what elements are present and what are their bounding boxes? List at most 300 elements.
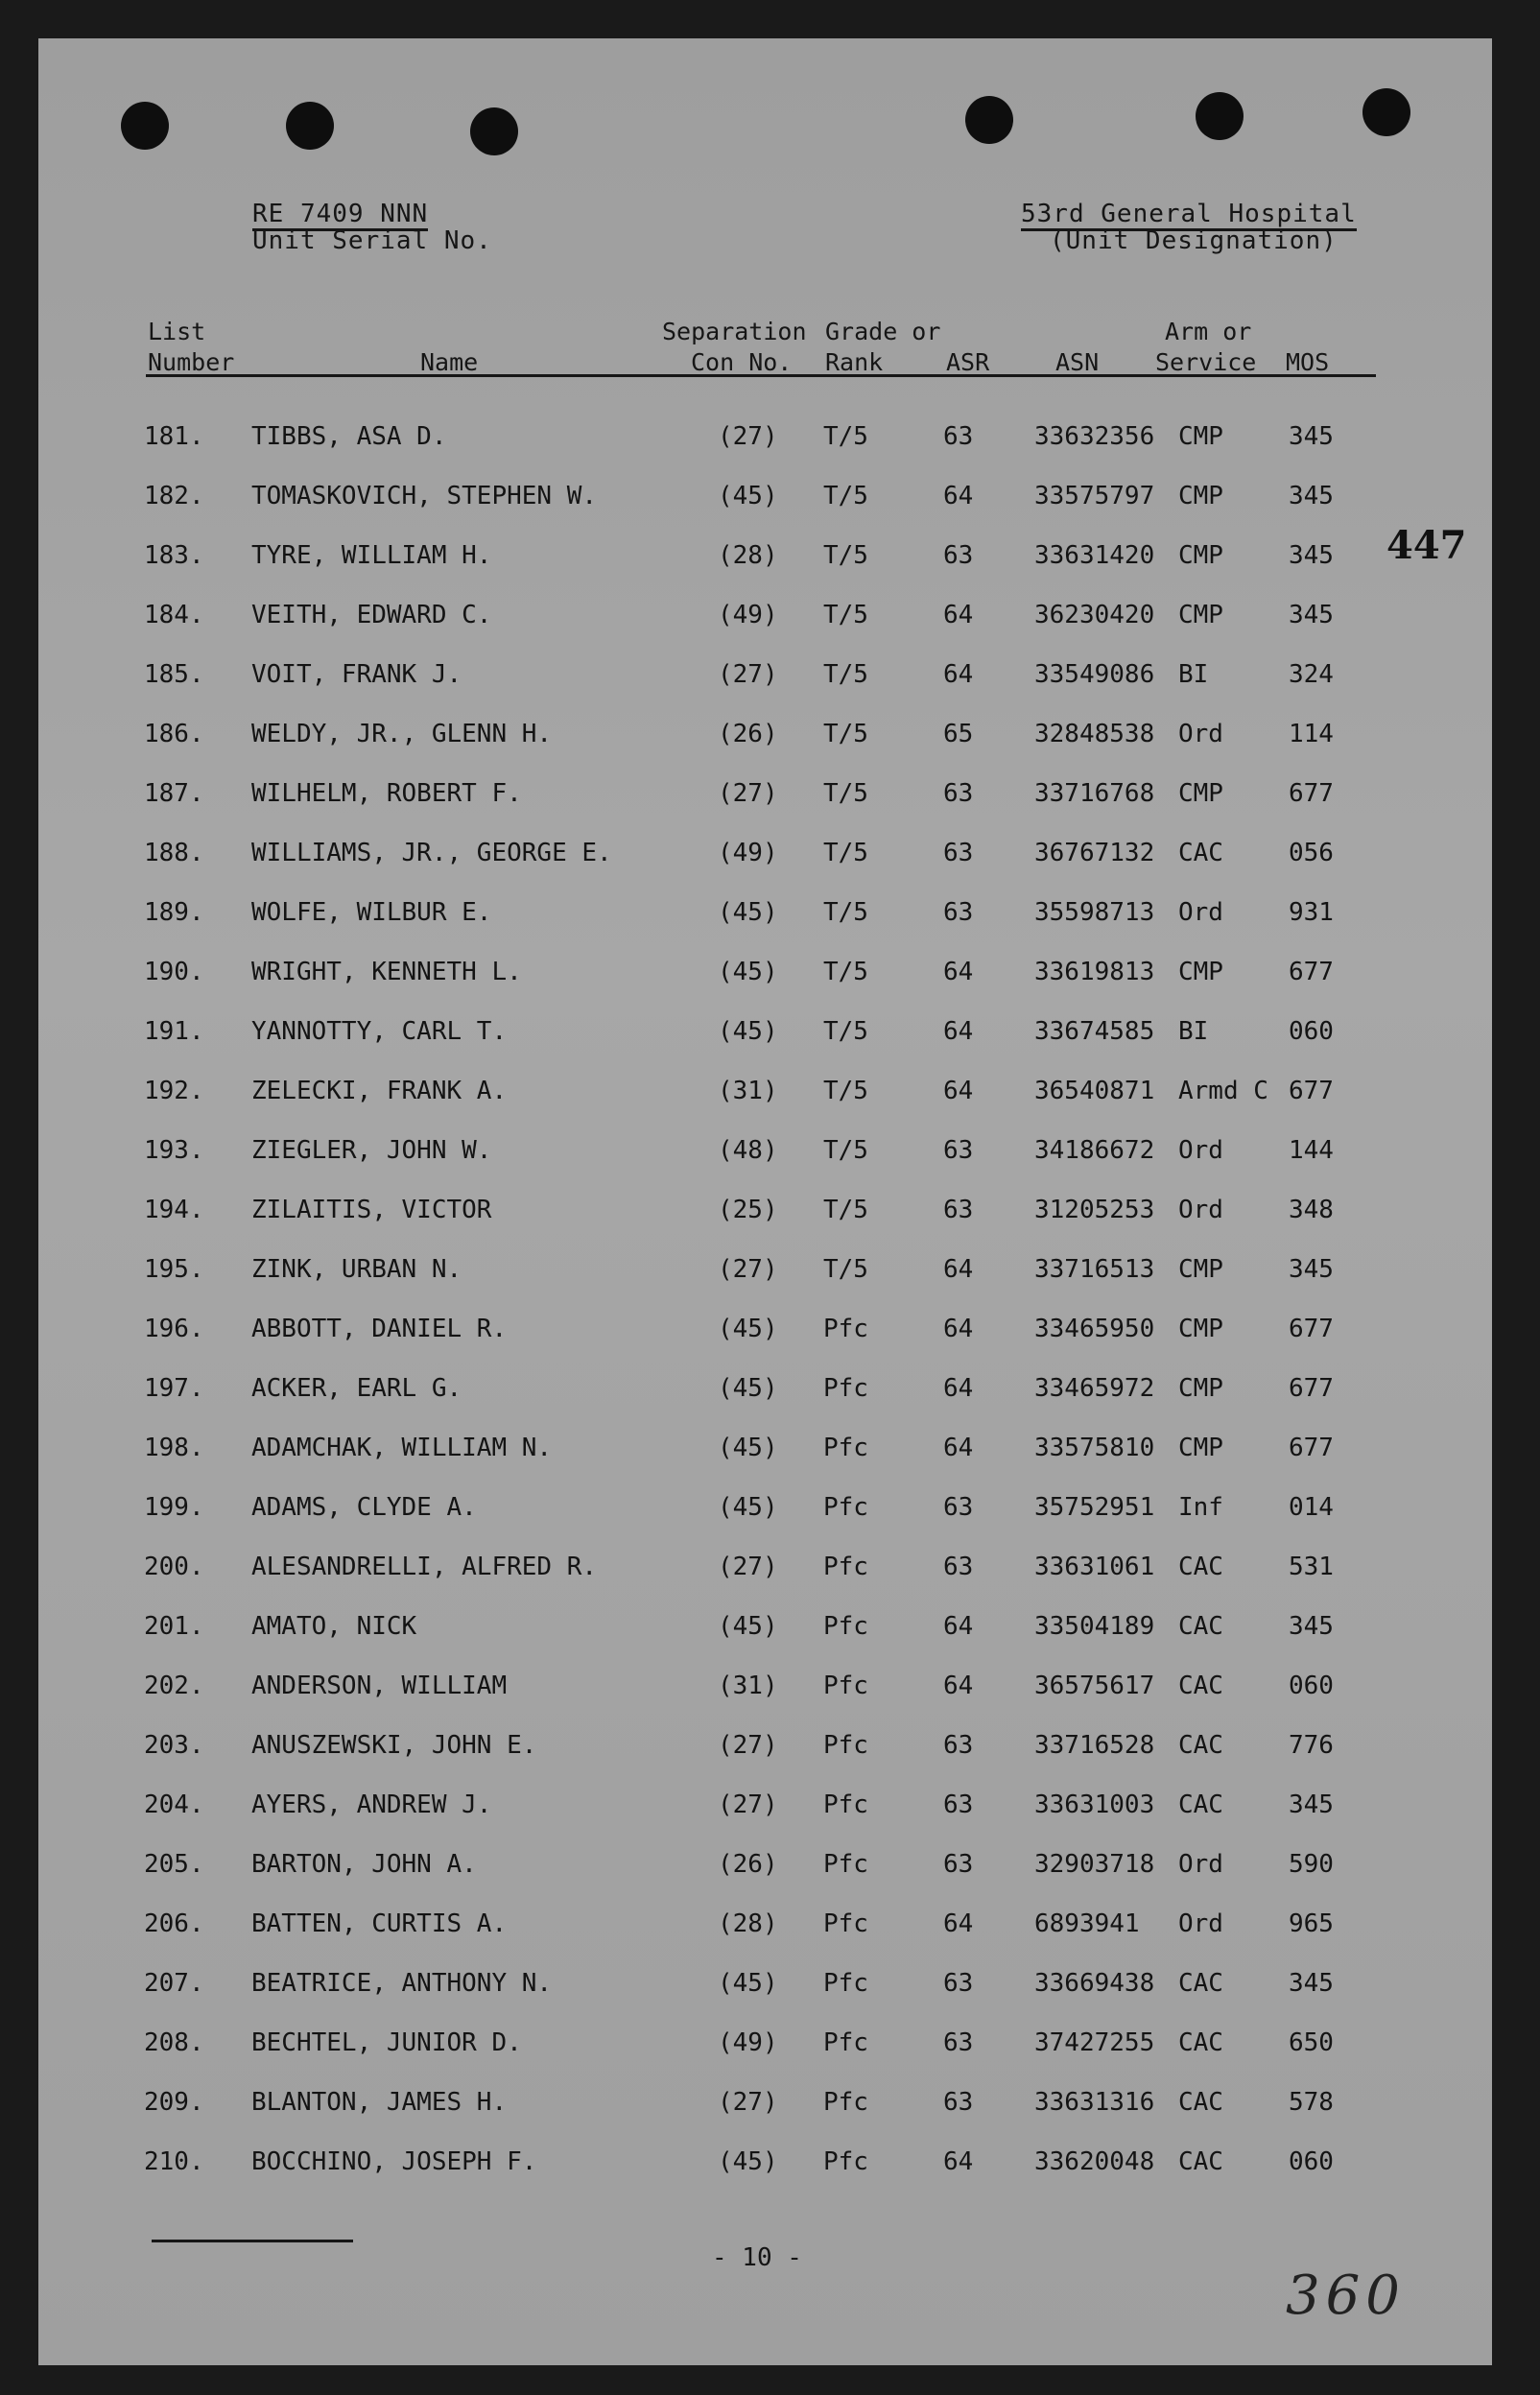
table-row — [38, 1493, 1492, 1553]
cell-name: ALESANDRELLI, ALFRED R. — [251, 1553, 598, 1581]
cell-asr: 64 — [943, 1017, 974, 1046]
col-header-name: Name — [420, 348, 479, 376]
unit-serial-value: RE 7409 NNN — [252, 200, 428, 231]
table-row — [38, 1315, 1492, 1374]
cell-asn: 34186672 — [1034, 1136, 1155, 1165]
cell-arm-or-service: CAC — [1178, 1790, 1223, 1819]
cell-asr: 63 — [943, 1790, 974, 1819]
cell-arm-or-service: Ord — [1178, 1136, 1223, 1165]
cell-name: BATTEN, CURTIS A. — [251, 1909, 508, 1938]
cell-name: BOCCHINO, JOSEPH F. — [251, 2147, 537, 2176]
cell-arm-or-service: BI — [1178, 660, 1209, 689]
cell-separation-no: (48) — [718, 1136, 778, 1165]
cell-rank: T/5 — [823, 1017, 868, 1046]
cell-list-number: 206. — [144, 1909, 204, 1938]
cell-asn: 36575617 — [1034, 1672, 1155, 1700]
cell-list-number: 207. — [144, 1969, 204, 1998]
cell-name: TIBBS, ASA D. — [251, 422, 447, 451]
roster-table — [38, 422, 1492, 2207]
cell-arm-or-service: CMP — [1178, 482, 1223, 510]
cell-name: ZINK, URBAN N. — [251, 1255, 462, 1284]
cell-arm-or-service: CMP — [1178, 1315, 1223, 1343]
cell-rank: T/5 — [823, 422, 868, 451]
cell-rank: Pfc — [823, 1731, 868, 1760]
col-header-separation-line1: Separation — [662, 318, 807, 345]
cell-mos: 531 — [1289, 1553, 1334, 1581]
cell-asr: 63 — [943, 1136, 974, 1165]
cell-rank: Pfc — [823, 1553, 868, 1581]
cell-arm-or-service: CAC — [1178, 1672, 1223, 1700]
col-header-asr: ASR — [946, 348, 990, 376]
cell-separation-no: (27) — [718, 1790, 778, 1819]
cell-name: WOLFE, WILBUR E. — [251, 898, 492, 927]
cell-separation-no: (27) — [718, 1255, 778, 1284]
cell-asn: 33465950 — [1034, 1315, 1155, 1343]
cell-rank: Pfc — [823, 1969, 868, 1998]
cell-separation-no: (49) — [718, 2028, 778, 2057]
cell-rank: Pfc — [823, 1612, 868, 1641]
cell-asr: 64 — [943, 1374, 974, 1403]
table-row — [38, 1374, 1492, 1434]
cell-mos: 677 — [1289, 958, 1334, 986]
table-row — [38, 1612, 1492, 1672]
cell-separation-no: (27) — [718, 660, 778, 689]
cell-asn: 31205253 — [1034, 1196, 1155, 1224]
cell-rank: Pfc — [823, 2088, 868, 2117]
cell-mos: 056 — [1289, 839, 1334, 867]
cell-list-number: 199. — [144, 1493, 204, 1522]
cell-arm-or-service: Ord — [1178, 1850, 1223, 1879]
col-header-separation — [662, 317, 807, 378]
table-row — [38, 1969, 1492, 2028]
cell-list-number: 208. — [144, 2028, 204, 2057]
cell-name: AYERS, ANDREW J. — [251, 1790, 492, 1819]
table-row — [38, 1017, 1492, 1077]
cell-separation-no: (31) — [718, 1672, 778, 1700]
cell-asr: 64 — [943, 1077, 974, 1105]
punch-hole-2 — [286, 102, 334, 150]
table-row — [38, 1196, 1492, 1255]
cell-asr: 64 — [943, 958, 974, 986]
cell-rank: T/5 — [823, 660, 868, 689]
cell-asn: 33465972 — [1034, 1374, 1155, 1403]
cell-mos: 650 — [1289, 2028, 1334, 2057]
table-row — [38, 1850, 1492, 1909]
cell-name: WILHELM, ROBERT F. — [251, 779, 522, 808]
stamped-number: 447 — [1386, 523, 1467, 568]
cell-mos: 677 — [1289, 1374, 1334, 1403]
cell-rank: T/5 — [823, 541, 868, 570]
cell-rank: T/5 — [823, 958, 868, 986]
cell-asr: 64 — [943, 2147, 974, 2176]
cell-separation-no: (45) — [718, 482, 778, 510]
col-header-list-number-line1: List — [148, 318, 206, 345]
cell-separation-no: (25) — [718, 1196, 778, 1224]
cell-arm-or-service: CAC — [1178, 1553, 1223, 1581]
cell-arm-or-service: Ord — [1178, 1196, 1223, 1224]
cell-asn: 33631316 — [1034, 2088, 1155, 2117]
cell-rank: Pfc — [823, 1909, 868, 1938]
table-row — [38, 1731, 1492, 1790]
cell-asr: 64 — [943, 1612, 974, 1641]
cell-list-number: 186. — [144, 720, 204, 748]
cell-separation-no: (45) — [718, 1434, 778, 1462]
cell-name: ADAMS, CLYDE A. — [251, 1493, 477, 1522]
cell-name: ANDERSON, WILLIAM — [251, 1672, 508, 1700]
cell-asr: 63 — [943, 2088, 974, 2117]
punch-hole-1 — [121, 102, 169, 150]
cell-name: BARTON, JOHN A. — [251, 1850, 477, 1879]
cell-asr: 63 — [943, 898, 974, 927]
cell-separation-no: (28) — [718, 1909, 778, 1938]
cell-mos: 345 — [1289, 1255, 1334, 1284]
cell-asr: 63 — [943, 1969, 974, 1998]
table-row — [38, 1136, 1492, 1196]
table-row — [38, 1909, 1492, 1969]
cell-mos: 677 — [1289, 1434, 1334, 1462]
cell-asn: 6893941 — [1034, 1909, 1140, 1938]
cell-asn: 32903718 — [1034, 1850, 1155, 1879]
cell-separation-no: (27) — [718, 422, 778, 451]
cell-mos: 345 — [1289, 422, 1334, 451]
cell-asn: 37427255 — [1034, 2028, 1155, 2057]
cell-mos: 060 — [1289, 1672, 1334, 1700]
cell-asr: 63 — [943, 1553, 974, 1581]
cell-asr: 63 — [943, 422, 974, 451]
col-header-separation-line2: Con No. — [691, 348, 793, 376]
cell-asn: 33631061 — [1034, 1553, 1155, 1581]
cell-mos: 677 — [1289, 779, 1334, 808]
header-rule — [146, 374, 1376, 377]
cell-list-number: 197. — [144, 1374, 204, 1403]
cell-name: BECHTEL, JUNIOR D. — [251, 2028, 522, 2057]
cell-asn: 33632356 — [1034, 422, 1155, 451]
cell-asr: 63 — [943, 779, 974, 808]
cell-name: TYRE, WILLIAM H. — [251, 541, 492, 570]
table-row — [38, 541, 1492, 601]
table-row — [38, 779, 1492, 839]
col-header-asn: ASN — [1055, 348, 1100, 376]
cell-asr: 63 — [943, 1196, 974, 1224]
cell-asn: 36540871 — [1034, 1077, 1155, 1105]
table-row — [38, 1255, 1492, 1315]
cell-separation-no: (45) — [718, 1612, 778, 1641]
cell-list-number: 193. — [144, 1136, 204, 1165]
cell-arm-or-service: Ord — [1178, 720, 1223, 748]
cell-separation-no: (26) — [718, 720, 778, 748]
cell-separation-no: (45) — [718, 958, 778, 986]
cell-name: ADAMCHAK, WILLIAM N. — [251, 1434, 553, 1462]
cell-rank: T/5 — [823, 839, 868, 867]
col-header-arm-line1: Arm or — [1165, 318, 1252, 345]
cell-mos: 677 — [1289, 1077, 1334, 1105]
cell-arm-or-service: CAC — [1178, 2147, 1223, 2176]
cell-name: WRIGHT, KENNETH L. — [251, 958, 522, 986]
col-header-list-number — [148, 317, 234, 378]
col-header-arm — [1155, 317, 1256, 378]
cell-mos: 324 — [1289, 660, 1334, 689]
cell-asn: 33549086 — [1034, 660, 1155, 689]
cell-list-number: 203. — [144, 1731, 204, 1760]
cell-list-number: 194. — [144, 1196, 204, 1224]
cell-name: ANUSZEWSKI, JOHN E. — [251, 1731, 537, 1760]
cell-mos: 931 — [1289, 898, 1334, 927]
unit-serial-label: Unit Serial No. — [252, 226, 492, 255]
cell-list-number: 181. — [144, 422, 204, 451]
cell-name: AMATO, NICK — [251, 1612, 417, 1641]
table-row — [38, 2088, 1492, 2147]
cell-separation-no: (27) — [718, 1553, 778, 1581]
cell-asn: 32848538 — [1034, 720, 1155, 748]
table-row — [38, 2147, 1492, 2207]
cell-asr: 63 — [943, 541, 974, 570]
cell-arm-or-service: CMP — [1178, 1255, 1223, 1284]
cell-list-number: 190. — [144, 958, 204, 986]
cell-separation-no: (45) — [718, 1374, 778, 1403]
cell-rank: T/5 — [823, 720, 868, 748]
cell-name: ZELECKI, FRANK A. — [251, 1077, 508, 1105]
cell-arm-or-service: CMP — [1178, 541, 1223, 570]
cell-separation-no: (45) — [718, 1315, 778, 1343]
cell-asr: 63 — [943, 1850, 974, 1879]
cell-rank: Pfc — [823, 2028, 868, 2057]
cell-mos: 345 — [1289, 1969, 1334, 1998]
cell-name: ZIEGLER, JOHN W. — [251, 1136, 492, 1165]
cell-asn: 33504189 — [1034, 1612, 1155, 1641]
cell-separation-no: (26) — [718, 1850, 778, 1879]
cell-mos: 144 — [1289, 1136, 1334, 1165]
cell-rank: Pfc — [823, 2147, 868, 2176]
table-row — [38, 660, 1492, 720]
table-row — [38, 601, 1492, 660]
cell-rank: Pfc — [823, 1850, 868, 1879]
cell-list-number: 201. — [144, 1612, 204, 1641]
cell-separation-no: (45) — [718, 1017, 778, 1046]
cell-separation-no: (27) — [718, 2088, 778, 2117]
cell-asn: 33619813 — [1034, 958, 1155, 986]
cell-arm-or-service: CAC — [1178, 1731, 1223, 1760]
cell-list-number: 205. — [144, 1850, 204, 1879]
cell-separation-no: (45) — [718, 1969, 778, 1998]
cell-rank: Pfc — [823, 1672, 868, 1700]
cell-arm-or-service: CAC — [1178, 1969, 1223, 1998]
cell-asr: 63 — [943, 1731, 974, 1760]
cell-list-number: 200. — [144, 1553, 204, 1581]
table-row — [38, 1434, 1492, 1493]
cell-asr: 63 — [943, 2028, 974, 2057]
cell-rank: T/5 — [823, 898, 868, 927]
cell-rank: T/5 — [823, 779, 868, 808]
cell-name: VEITH, EDWARD C. — [251, 601, 492, 629]
document-page — [38, 38, 1492, 2365]
cell-rank: T/5 — [823, 482, 868, 510]
cell-mos: 590 — [1289, 1850, 1334, 1879]
cell-separation-no: (28) — [718, 541, 778, 570]
cell-arm-or-service: CMP — [1178, 1374, 1223, 1403]
cell-asn: 33716528 — [1034, 1731, 1155, 1760]
cell-asr: 64 — [943, 1672, 974, 1700]
cell-list-number: 195. — [144, 1255, 204, 1284]
col-header-list-number-line2: Number — [148, 348, 235, 376]
cell-arm-or-service: BI — [1178, 1017, 1209, 1046]
cell-mos: 965 — [1289, 1909, 1334, 1938]
cell-name: BEATRICE, ANTHONY N. — [251, 1969, 553, 1998]
cell-separation-no: (31) — [718, 1077, 778, 1105]
punch-hole-5 — [1196, 92, 1244, 140]
cell-list-number: 183. — [144, 541, 204, 570]
cell-separation-no: (45) — [718, 2147, 778, 2176]
cell-mos: 578 — [1289, 2088, 1334, 2117]
cell-asn: 33631420 — [1034, 541, 1155, 570]
cell-list-number: 187. — [144, 779, 204, 808]
cell-mos: 014 — [1289, 1493, 1334, 1522]
cell-arm-or-service: Inf — [1178, 1493, 1223, 1522]
cell-asn: 33716768 — [1034, 779, 1155, 808]
cell-asn: 33620048 — [1034, 2147, 1155, 2176]
cell-name: WELDY, JR., GLENN H. — [251, 720, 553, 748]
cell-mos: 345 — [1289, 601, 1334, 629]
cell-rank: Pfc — [823, 1790, 868, 1819]
cell-name: YANNOTTY, CARL T. — [251, 1017, 508, 1046]
cell-mos: 114 — [1289, 720, 1334, 748]
cell-mos: 345 — [1289, 1612, 1334, 1641]
cell-list-number: 184. — [144, 601, 204, 629]
cell-arm-or-service: CMP — [1178, 601, 1223, 629]
footer-rule — [152, 2240, 353, 2242]
cell-rank: T/5 — [823, 601, 868, 629]
cell-asr: 64 — [943, 482, 974, 510]
table-row — [38, 958, 1492, 1017]
cell-arm-or-service: CMP — [1178, 779, 1223, 808]
cell-separation-no: (45) — [718, 1493, 778, 1522]
cell-asn: 35598713 — [1034, 898, 1155, 927]
table-row — [38, 482, 1492, 541]
cell-separation-no: (49) — [718, 601, 778, 629]
punch-hole-4 — [965, 96, 1013, 144]
col-header-grade — [825, 317, 940, 378]
table-row — [38, 1790, 1492, 1850]
cell-name: VOIT, FRANK J. — [251, 660, 462, 689]
cell-separation-no: (27) — [718, 779, 778, 808]
punch-hole-3 — [470, 107, 518, 155]
cell-list-number: 185. — [144, 660, 204, 689]
cell-asr: 64 — [943, 1909, 974, 1938]
cell-list-number: 192. — [144, 1077, 204, 1105]
cell-asr: 64 — [943, 1315, 974, 1343]
cell-rank: T/5 — [823, 1255, 868, 1284]
cell-mos: 345 — [1289, 1790, 1334, 1819]
table-row — [38, 1672, 1492, 1731]
cell-mos: 348 — [1289, 1196, 1334, 1224]
cell-mos: 345 — [1289, 541, 1334, 570]
cell-arm-or-service: CMP — [1178, 1434, 1223, 1462]
cell-rank: Pfc — [823, 1315, 868, 1343]
cell-asr: 63 — [943, 1493, 974, 1522]
col-header-grade-line2: Rank — [825, 348, 884, 376]
cell-asn: 33669438 — [1034, 1969, 1155, 1998]
cell-arm-or-service: Ord — [1178, 1909, 1223, 1938]
cell-asr: 63 — [943, 839, 974, 867]
col-header-arm-line2: Service — [1155, 348, 1257, 376]
unit-designation-value: 53rd General Hospital — [1021, 200, 1357, 231]
cell-rank: T/5 — [823, 1136, 868, 1165]
cell-asn: 36767132 — [1034, 839, 1155, 867]
cell-arm-or-service: CMP — [1178, 958, 1223, 986]
cell-asr: 64 — [943, 660, 974, 689]
cell-name: ZILAITIS, VICTOR — [251, 1196, 492, 1224]
cell-asr: 65 — [943, 720, 974, 748]
cell-asn: 33631003 — [1034, 1790, 1155, 1819]
cell-mos: 060 — [1289, 1017, 1334, 1046]
cell-rank: Pfc — [823, 1493, 868, 1522]
page-number: - 10 - — [712, 2243, 802, 2272]
cell-arm-or-service: CMP — [1178, 422, 1223, 451]
cell-asr: 64 — [943, 601, 974, 629]
table-row — [38, 422, 1492, 482]
cell-list-number: 188. — [144, 839, 204, 867]
cell-asn: 35752951 — [1034, 1493, 1155, 1522]
cell-arm-or-service: CAC — [1178, 2088, 1223, 2117]
cell-name: BLANTON, JAMES H. — [251, 2088, 508, 2117]
cell-mos: 060 — [1289, 2147, 1334, 2176]
cell-mos: 345 — [1289, 482, 1334, 510]
cell-arm-or-service: CAC — [1178, 839, 1223, 867]
table-row — [38, 898, 1492, 958]
cell-list-number: 202. — [144, 1672, 204, 1700]
cell-asn: 33716513 — [1034, 1255, 1155, 1284]
table-row — [38, 839, 1492, 898]
cell-arm-or-service: Armd C — [1178, 1077, 1268, 1105]
cell-name: WILLIAMS, JR., GEORGE E. — [251, 839, 612, 867]
cell-list-number: 204. — [144, 1790, 204, 1819]
col-header-mos: MOS — [1286, 348, 1330, 376]
cell-asn: 33674585 — [1034, 1017, 1155, 1046]
cell-name: TOMASKOVICH, STEPHEN W. — [251, 482, 598, 510]
cell-list-number: 196. — [144, 1315, 204, 1343]
cell-list-number: 198. — [144, 1434, 204, 1462]
cell-rank: Pfc — [823, 1434, 868, 1462]
cell-separation-no: (27) — [718, 1731, 778, 1760]
cell-rank: T/5 — [823, 1077, 868, 1105]
table-row — [38, 1077, 1492, 1136]
cell-mos: 776 — [1289, 1731, 1334, 1760]
table-row — [38, 1553, 1492, 1612]
cell-asn: 33575810 — [1034, 1434, 1155, 1462]
cell-mos: 677 — [1289, 1315, 1334, 1343]
cell-list-number: 182. — [144, 482, 204, 510]
cell-list-number: 210. — [144, 2147, 204, 2176]
cell-rank: T/5 — [823, 1196, 868, 1224]
cell-asr: 64 — [943, 1434, 974, 1462]
cell-list-number: 189. — [144, 898, 204, 927]
punch-hole-6 — [1362, 88, 1410, 136]
cell-asr: 64 — [943, 1255, 974, 1284]
cell-name: ABBOTT, DANIEL R. — [251, 1315, 508, 1343]
cell-separation-no: (49) — [718, 839, 778, 867]
cell-list-number: 191. — [144, 1017, 204, 1046]
cell-rank: Pfc — [823, 1374, 868, 1403]
cell-asn: 36230420 — [1034, 601, 1155, 629]
cell-name: ACKER, EARL G. — [251, 1374, 462, 1403]
unit-designation-label: (Unit Designation) — [1050, 226, 1338, 255]
cell-separation-no: (45) — [718, 898, 778, 927]
cell-asn: 33575797 — [1034, 482, 1155, 510]
cell-arm-or-service: Ord — [1178, 898, 1223, 927]
cell-arm-or-service: CAC — [1178, 1612, 1223, 1641]
handwritten-number: 360 — [1286, 2265, 1406, 2327]
cell-list-number: 209. — [144, 2088, 204, 2117]
cell-arm-or-service: CAC — [1178, 2028, 1223, 2057]
